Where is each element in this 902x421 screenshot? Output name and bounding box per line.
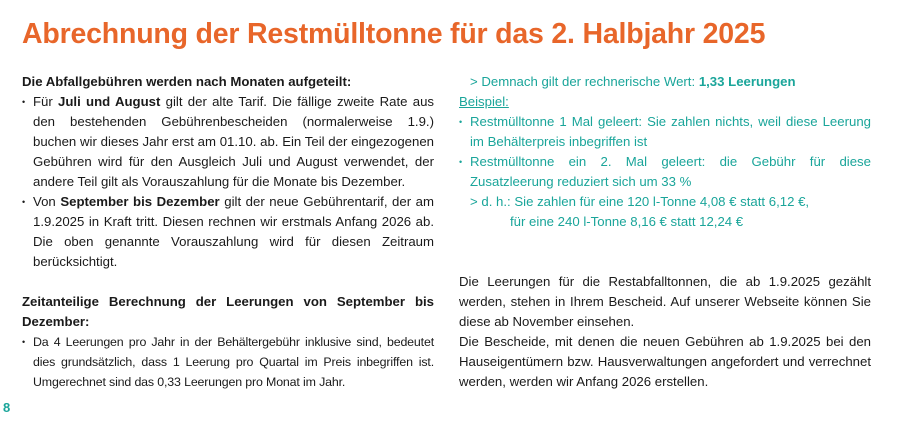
list-item-july-august [22, 92, 434, 192]
computed-value-text: > Demnach gilt der rechnerische Wert: [470, 74, 699, 89]
paragraph-emptyings-notice: Die Leerungen für die Restabfalltonnen, die ab 1.9.2025 gezählt werden, stehen in Ihrem Bescheid. Auf unserer Webseite können Sie diese ab November einsehen. [459, 274, 871, 329]
section-heading-prorated-calculation: Zeitanteilige Berechnung der Leerungen von September bis Dezember: [22, 294, 434, 329]
prorated-calculation-list [22, 332, 434, 392]
page-title: Abrechnung der Restmülltonne für das 2. Halbjahr 2025 [22, 18, 766, 50]
left-column [22, 72, 434, 392]
list-item-emphasis: Juli und August [58, 94, 161, 109]
list-item-text: Für [33, 94, 59, 109]
example-list [459, 112, 871, 192]
example-price-240l: für eine 240 l-Tonne 8,16 € statt 12,24 € [510, 214, 744, 229]
monthly-split-list [22, 92, 434, 272]
example-price-120l: > d. h.: Sie zahlen für eine 120 l-Tonne 4,08 € statt 6,12 €, [470, 194, 810, 209]
list-item-text: gilt der alte Tarif. Die fällige zweite Rate aus den bestehenden Gebührenbescheiden (normalerweise 1.9.) buchen wir dieses Jahr erst am 01.10. ab. Ein Teil der eingezogenen Gebühren wird für den Ausgleich Juli und August verwendet, der andere Teil gilt als Vorauszahlung für die Monate bis Dezember. [33, 94, 434, 189]
example-label: Beispiel: [459, 94, 509, 109]
paragraph-billing-notice: Die Bescheide, mit denen die neuen Gebühren ab 1.9.2025 bei den Hauseigentümern bzw. Hausverwaltungen angefordert und verrechnet werden, werden wir Anfang 2026 erstellen. [459, 334, 871, 389]
computed-value-emphasis: 1,33 Leerungen [698, 74, 796, 89]
section-heading-monthly-split: Die Abfallgebühren werden nach Monaten aufgeteilt: [22, 74, 352, 89]
list-item-four-emptyings: • Da 4 Leerungen pro Jahr in der Behältergebühr inklusive sind, bedeutet dies grundsätzlich, dass 1 Leerung pro Quartal im Preis inbegriffen ist. Umgerechnet sind das 0,33 Leerungen pro Monat im Jahr. [22, 332, 434, 392]
example-item-one-emptying: • Restmülltonne 1 Mal geleert: Sie zahlen nichts, weil diese Leerung im Behälterpreis inbegriffen ist [459, 112, 871, 152]
list-item-text: Von [33, 194, 61, 209]
page-number: 8 [3, 400, 11, 415]
list-item-emphasis: September bis Dezember [60, 194, 220, 209]
example-item-second-emptying: • Restmülltonne ein 2. Mal geleert: die Gebühr für diese Zusatzleerung reduziert sich um 33 % [459, 152, 871, 192]
computed-value-line [459, 72, 871, 92]
list-item-september-december [22, 192, 434, 272]
right-column [459, 72, 871, 392]
list-item-text: gilt der neue Gebührentarif, der am 1.9.2025 in Kraft tritt. Diesen rechnen wir erstmals Anfang 2026 ab. Die oben genannte Vorauszahlung wird für diesen Zeitraum berücksichtigt. [33, 194, 435, 269]
